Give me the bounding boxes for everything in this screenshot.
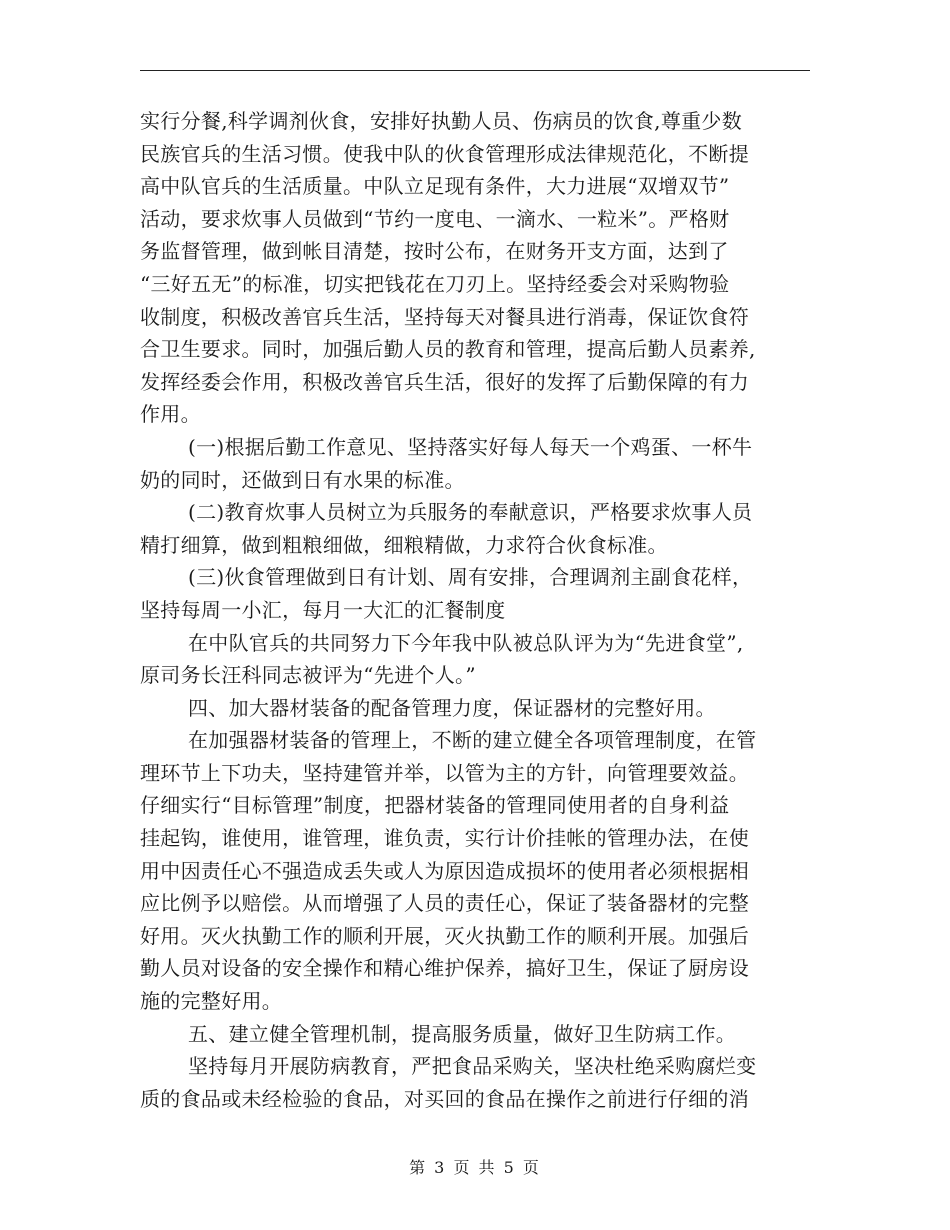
text-line: 仔细实行“目标管理”制度，把器材装备的管理同使用者的自身利益 — [140, 793, 730, 818]
text-line: 原司务长汪科同志被评为“先进个人。” — [140, 663, 476, 688]
text-line: (一)根据后勤工作意见、坚持落实好每人每天一个鸡蛋、一杯牛 — [188, 434, 753, 459]
text-line: 施的完整好用。 — [140, 989, 283, 1014]
text-line: 民族官兵的生活习惯。使我中队的伙食管理形成法律规范化，不断提 — [140, 141, 749, 166]
text-line: 精打细算，做到粗粮细做，细粮精做，力求符合伙食标准。 — [140, 532, 668, 557]
text-line: 挂起钩，谁使用，谁管理，谁负责，实行计价挂帐的管理办法，在使 — [140, 826, 749, 851]
text-line: 奶的同时，还做到日有水果的标准。 — [140, 467, 465, 492]
text-line: 应比例予以赔偿。从而增强了人员的责任心，保证了装备器材的完整 — [140, 891, 749, 916]
text-line: 四、加大器材装备的配备管理力度，保证器材的完整好用。 — [188, 695, 716, 720]
text-line: 理环节上下功夫，坚持建管并举，以管为主的方针，向管理要效益。 — [140, 760, 749, 785]
text-line: 五、建立健全管理机制，提高服务质量，做好卫生防病工作。 — [188, 1021, 737, 1046]
text-line: 在加强器材装备的管理上，不断的建立健全各项管理制度，在管 — [188, 728, 757, 753]
document-body — [140, 105, 815, 1115]
text-line: 发挥经委会作用，积极改善官兵生活，很好的发挥了后勤保障的有力 — [140, 369, 749, 394]
page-number-footer: 第 3 页 共 5 页 — [409, 1158, 541, 1177]
text-line: 用中因责任心不强造成丢失或人为原因造成损坏的使用者必须根据相 — [140, 858, 749, 883]
text-line: 活动，要求炊事人员做到“节约一度电、一滴水、一粒米”。严格财 — [140, 206, 730, 231]
text-line: 好用。灭火执勤工作的顺利开展，灭火执勤工作的顺利开展。加强后 — [140, 923, 749, 948]
text-line: 务监督管理，做到帐目清楚，按时公布，在财务开支方面，达到了 — [140, 239, 729, 264]
text-line: 勤人员对设备的安全操作和精心维护保养，搞好卫生，保证了厨房设 — [140, 956, 749, 981]
text-line: 实行分餐,科学调剂伙食，安排好执勤人员、伤病员的饮食,尊重少数 — [140, 109, 743, 133]
text-line: 收制度，积极改善官兵生活，坚持每天对餐具进行消毒，保证饮食符 — [140, 304, 749, 329]
text-line: 作用。 — [140, 402, 201, 427]
header-divider — [140, 70, 810, 71]
text-line: 质的食品或未经检验的食品，对买回的食品在操作之前进行仔细的消 — [140, 1086, 749, 1111]
text-line: (二)教育炊事人员树立为兵服务的奉献意识，严格要求炊事人员 — [188, 500, 753, 525]
text-line: 在中队官兵的共同努力下今年我中队被总队评为为“先进食堂”, — [188, 630, 744, 655]
text-line: (三)伙食管理做到日有计划、周有安排，合理调剂主副食花样， — [188, 565, 753, 590]
text-line: “三好五无”的标准，切实把钱花在刀刃上。坚持经委会对采购物验 — [140, 271, 730, 296]
text-line: 高中队官兵的生活质量。中队立足现有条件，大力进展“双增双节” — [140, 174, 730, 199]
text-line: 合卫生要求。同时，加强后勤人员的教育和管理，提高后勤人员素养, — [140, 337, 756, 362]
text-line: 坚持每周一小汇，每月一大汇的汇餐制度 — [140, 597, 506, 622]
text-line: 坚持每月开展防病教育，严把食品采购关，坚决杜绝采购腐烂变 — [188, 1054, 757, 1079]
